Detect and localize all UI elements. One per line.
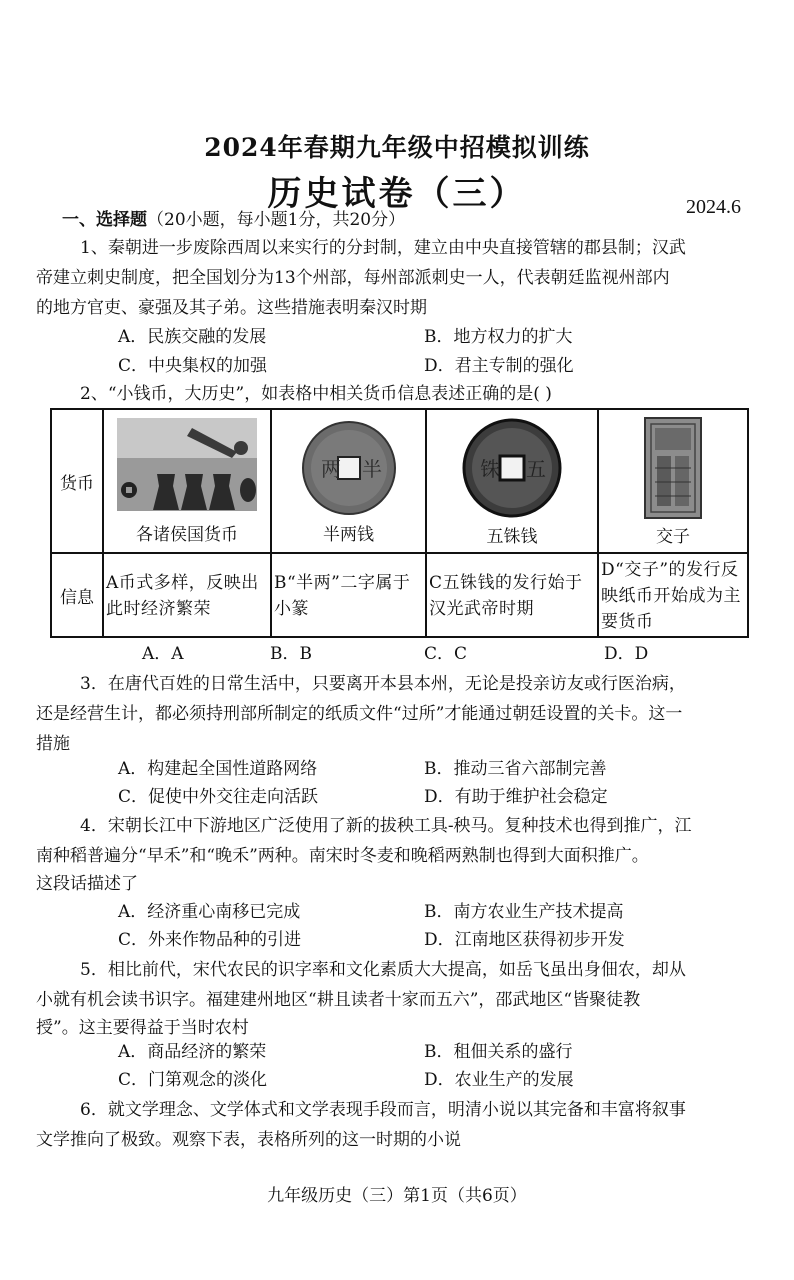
q1-line: 1、秦朝进一步废除西周以来实行的分封制，建立由中央直接管辖的郡县制；汉武 (80, 238, 686, 258)
q3-line: 3．在唐代百姓的日常生活中，只要离开本县本州，无论是投亲访友或行医治病， (80, 674, 686, 694)
q5-line: 小就有机会读书识字。福建建州地区“耕且读者十家而五六”，邵武地区“皆聚徒教 (36, 990, 641, 1010)
row-label-info: 信息 (51, 553, 103, 637)
section-title: 一、选择题 (62, 210, 147, 230)
coin-glyph: 两 (320, 456, 341, 481)
q3-option-d[interactable]: D．有助于维护社会稳定 (424, 787, 608, 807)
states-coins-image (117, 418, 257, 518)
exam-date: 2024.6 (686, 196, 741, 218)
wuzhu-coin-image (460, 416, 564, 520)
coin-glyph: 五 (526, 456, 546, 481)
q2-stem: 2、“小钱币，大历史”，如表格中相关货币信息表述正确的是( ) (80, 384, 552, 404)
section-heading (62, 206, 405, 234)
q3-option-a[interactable]: A．构建起全国性道路网络 (118, 759, 318, 779)
coin-info: C五铢钱的发行始于汉光武帝时期 (429, 573, 583, 620)
currency-table (50, 408, 749, 638)
q5-option-c[interactable]: C．门第观念的淡化 (118, 1070, 268, 1090)
q2-option-a[interactable]: A．A (142, 644, 184, 664)
info-cell-b (271, 553, 426, 637)
info-cell-a (103, 553, 271, 637)
q5-line: 授”。这主要得益于当时农村 (36, 1018, 249, 1038)
q1-option-d[interactable]: D．君主专制的强化 (424, 356, 574, 376)
exam-title: 2024年春期九年级中招模拟训练 (204, 133, 590, 162)
info-cell-d (598, 553, 748, 637)
q1-line: 的地方官吏、豪强及其子弟。这些措施表明秦汉时期 (36, 298, 427, 318)
q4-option-a[interactable]: A．经济重心南移已完成 (118, 902, 301, 922)
q1-option-a[interactable]: A．民族交融的发展 (118, 327, 267, 347)
q3-line: 还是经营生计，都必须持刑部所制定的纸质文件“过所”才能通过朝廷设置的关卡。这一 (36, 704, 683, 724)
q5-option-a[interactable]: A．商品经济的繁荣 (118, 1042, 267, 1062)
coin-caption: 五铢钱 (486, 526, 538, 547)
q4-line: 这段话描述了 (36, 874, 138, 894)
coin-caption: 各诸侯国货币 (136, 524, 238, 545)
jiaozi-note-image (643, 416, 703, 520)
page-footer: 九年级历史（三）第1页（共6页） (267, 1186, 527, 1206)
coin-info: D“交子”的发行反映纸币开始成为主要货币 (601, 560, 741, 633)
q2-option-d[interactable]: D．D (604, 644, 649, 664)
coin-info: A币式多样，反映出此时经济繁荣 (106, 573, 259, 620)
q2-option-b[interactable]: B．B (270, 644, 312, 664)
coin-caption: 交子 (656, 526, 690, 547)
q5-line: 5．相比前代，宋代农民的识字率和文化素质大大提高，如岳飞虽出身佃农，却从 (80, 960, 686, 980)
row-label-currency: 货币 (51, 409, 103, 553)
q4-option-c[interactable]: C．外来作物品种的引进 (118, 930, 302, 950)
coin-info: B“半两”二字属于小篆 (274, 573, 411, 620)
q6-line: 6．就文学理念、文学体式和文学表现手段而言，明清小说以其完备和丰富将叙事 (80, 1100, 686, 1120)
q1-option-c[interactable]: C．中央集权的加强 (118, 356, 268, 376)
q4-line: 南种稻普遍分“早禾”和“晚禾”两种。南宋时冬麦和晚稻两熟制也得到大面积推广。 (36, 846, 649, 866)
coin-cell-banliang (271, 409, 426, 553)
q4-option-d[interactable]: D．江南地区获得初步开发 (424, 930, 625, 950)
q4-option-b[interactable]: B．南方农业生产技术提高 (424, 902, 624, 922)
q1-line: 帝建立刺史制度，把全国划分为13个州部，每州部派刺史一人，代表朝廷监视州部内 (36, 268, 670, 288)
coin-caption: 半两钱 (323, 524, 374, 545)
coin-cell-wuzhu (426, 409, 598, 553)
coin-cell-jiaozi (598, 409, 748, 553)
q1-option-b[interactable]: B．地方权力的扩大 (424, 327, 573, 347)
banliang-coin-image (299, 418, 399, 518)
q3-option-b[interactable]: B．推动三省六部制完善 (424, 759, 607, 779)
coin-glyph: 半 (361, 456, 382, 481)
info-cell-c (426, 553, 598, 637)
q4-line: 4．宋朝长江中下游地区广泛使用了新的拔秧工具-秧马。复种技术也得到推广，江 (80, 816, 692, 836)
q3-option-c[interactable]: C．促使中外交往走向活跃 (118, 787, 319, 807)
q6-line: 文学推向了极致。观察下表，表格所列的这一时期的小说 (36, 1130, 461, 1150)
q3-line: 措施 (36, 734, 70, 754)
q5-option-d[interactable]: D．农业生产的发展 (424, 1070, 574, 1090)
paper-title: 历史试卷（三） (267, 174, 527, 214)
coin-cell-states (103, 409, 271, 553)
q2-option-c[interactable]: C．C (424, 644, 468, 664)
q5-option-b[interactable]: B．租佃关系的盛行 (424, 1042, 573, 1062)
coin-glyph: 铢 (480, 456, 500, 481)
section-note: （20小题，每小题1分，共20分） (147, 210, 406, 230)
